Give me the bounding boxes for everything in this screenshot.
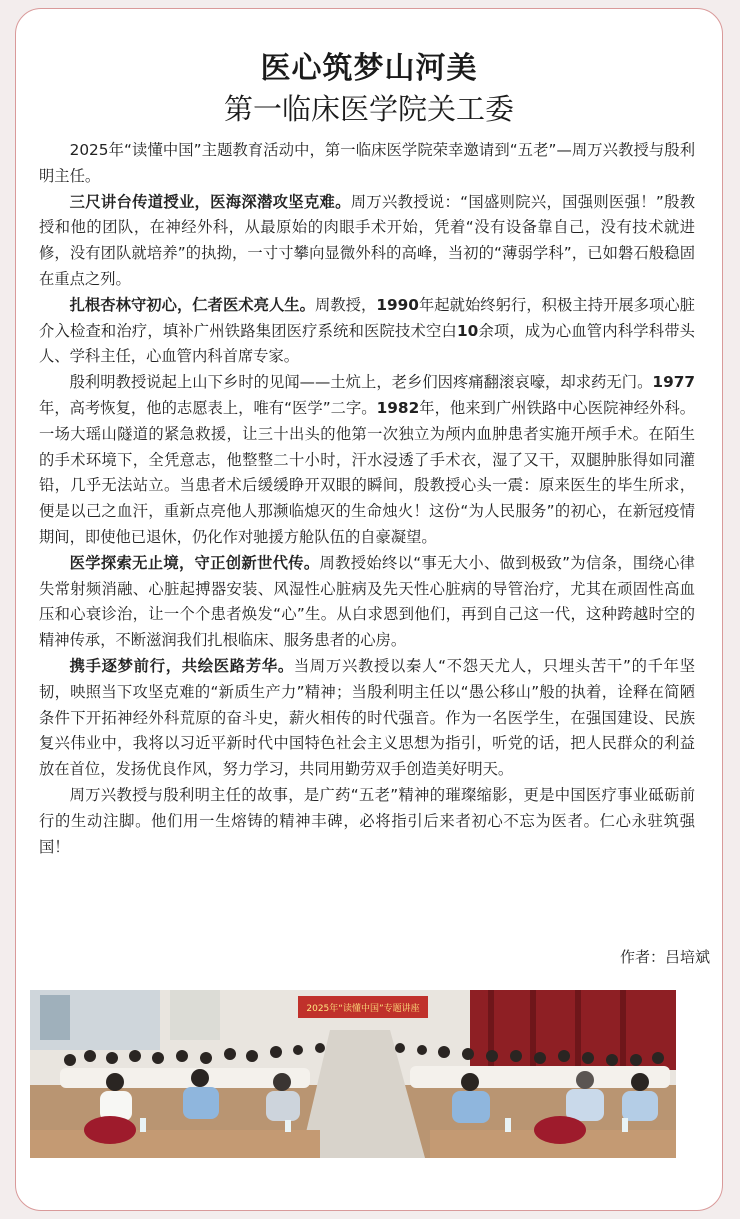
paragraph-lead: 三尺讲台传道授业，医海深潜攻坚克难。 [69,192,351,211]
paragraph-yin-story: 殷利明教授说起上山下乡时的见闻——土炕上，老乡们因疼痛翻滚哀嚎，却求药无门。1977年，高考恢复，他的志愿表上，唯有“医学”二字。1982年，他来到广州铁路中心医院神经外科。一场大瑶山隧道的紧急救援，让三十出头的他第一次独立为颅内血肿患者实施开颅手术。在陌生的手术环境下，全凭意志，他整整二十小时，汗水浸透了手术衣，湿了又干，双腿肿胀得如同灌铅，几乎无法站立。当患者术后缓缓睁开双眼的瞬间，殷教授心头一震：原来医生的毕生所求，便是以己之血汗，重新点亮他人那濒临熄灭的生命烛火！这份“为人民服务”的初心，在新冠疫情期间，即使他已退休，仍化作对驰援方舱队伍的自豪凝望。 [39,373,695,546]
paragraph-closing: 周万兴教授与殷利明主任的故事，是广药“五老”精神的璀璨缩影，更是中国医疗事业砥砺前行的生动注脚。他们用一生熔铸的精神丰碑，必将指引后来者初心不忘为医者。仁心永驻筑强国！ [39,785,695,856]
paragraph-dream: 携手逐梦前行，共绘医路芳华。当周万兴教授以秦人“不怨天尤人，只埋头苦干”的千年坚韧，映照当下攻坚克难的“新质生产力”精神；当殷利明主任以“愚公移山”般的执着，诠释在简陋条件下开拓神经外科荒原的奋斗史，薪火相传的时代强音。作为一名医学生，在强国建设、民族复兴伟业中，我将以习近平新时代中国特色社会主义思想为指引，听党的话，把人民群众的利益放在首位，发扬优良作风，努力学习，共同用勤劳双手创造美好明天。 [39,656,695,779]
lecture-photo [30,990,676,1158]
paragraph-intro: 2025年“读懂中国”主题教育活动中，第一临床医学院荣幸邀请到“五老”—周万兴教授与殷利明主任。 [39,141,695,185]
page-subtitle: 第一临床医学院关工委 [223,92,514,126]
paragraph-lead: 医学探索无止境，守正创新世代传。 [69,553,320,572]
page-title: 医心筑梦山河美 [260,51,478,86]
author-credit: 作者：吕培斌 [619,948,710,966]
paragraph-innovation: 医学探索无止境，守正创新世代传。周教授始终以“事无大小、做到极致”为信条，围绕心律失常射频消融、心脏起搏器安装、风湿性心脏病及先天性心脏病的导管治疗，尤其在顽固性高血压和心衰诊治，让一个个患者焕发“心”生。从白求恩到他们，再到自己这一代，这种跨越时空的精神传承，不断滋润我们扎根临床、服务患者的心房。 [39,553,695,650]
paragraph-lead: 扎根杏林守初心，仁者医术亮人生。 [69,295,315,314]
article-body [39,138,695,860]
paragraph-teaching: 三尺讲台传道授业，医海深潜攻坚克难。周万兴教授说：“国盛则院兴，国强则医强！”殷教授和他的团队，在神经外科，从最原始的肉眼手术开始，凭着“没有设备靠自己，没有技术就进修，没有团队就培养”的执拗，一寸寸攀向显微外科的高峰，当初的“薄弱学科”，已如磐石般稳固在重点之列。 [39,192,695,288]
paragraph-lead: 携手逐梦前行，共绘医路芳华。 [69,656,294,675]
paragraph-original-heart: 扎根杏林守初心，仁者医术亮人生。周教授，1990年起就始终躬行，积极主持开展多项心脏介入检查和治疗，填补广州铁路集团医疗系统和医院技术空白10余项，成为心血管内科学科带头人、学科主任，心血管内科首席专家。 [39,295,695,366]
lecture-photo-illustration [30,990,676,1158]
banner-text: 2025年“读懂中国”专题讲座 [306,1004,420,1014]
